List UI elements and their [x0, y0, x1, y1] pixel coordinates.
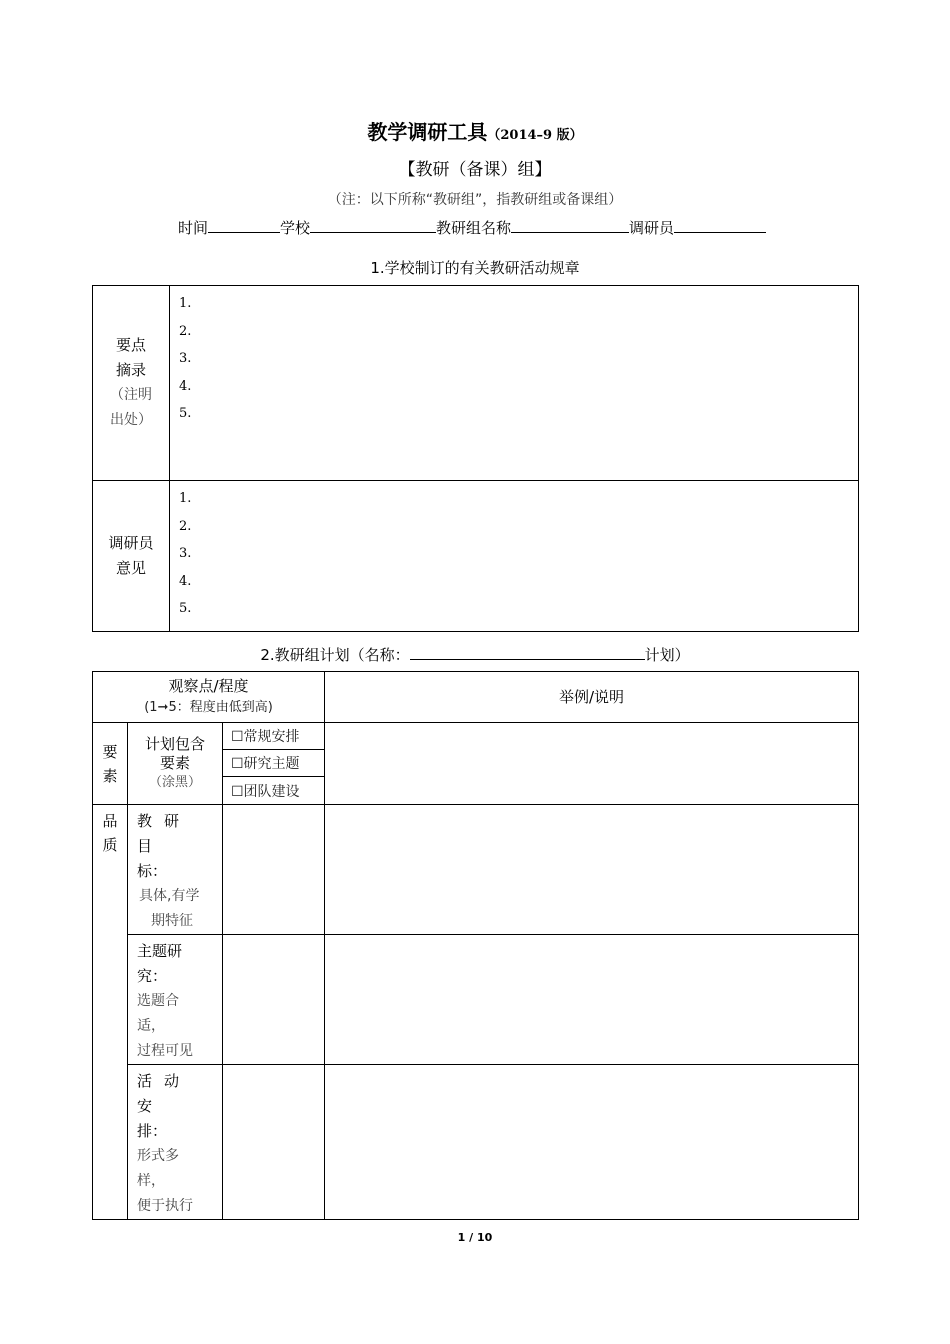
researcher-blank[interactable]	[674, 218, 766, 233]
time-blank[interactable]	[208, 218, 280, 233]
researcher-label: 调研员	[629, 219, 675, 237]
list-item: 5.	[179, 601, 192, 617]
plan-label-1: 计划包含	[144, 735, 205, 753]
list-item: 4.	[179, 378, 192, 394]
summary-sublabel-line2: 出处）	[110, 412, 152, 428]
criterion-desc: 过程可见	[137, 1043, 193, 1059]
criterion-title: 究：	[137, 967, 168, 985]
criterion-title: 主题研	[137, 942, 183, 960]
criterion-title: 活动安	[137, 1072, 192, 1115]
summary-label-line1: 要点	[115, 336, 146, 354]
table-row	[93, 723, 859, 750]
elements-label-2: 素	[102, 766, 118, 785]
school-label: 学校	[280, 219, 311, 237]
summary-content-cell[interactable]	[170, 286, 859, 481]
criterion-topic-example[interactable]	[325, 935, 859, 1065]
document-subtitle: 【教研（备课）组】	[398, 160, 552, 180]
section2-title-prefix: 2.教研组计划（名称：	[260, 646, 410, 664]
criterion-desc: 样，	[137, 1173, 165, 1189]
table-row	[93, 481, 859, 632]
example-header: 举例/说明	[559, 688, 625, 706]
observation-header-cell	[93, 672, 325, 723]
list-item: 2.	[179, 323, 192, 339]
document-version: （2014–9 版）	[487, 128, 583, 143]
criterion-desc: 期特征	[151, 913, 193, 929]
table-row	[93, 672, 859, 723]
checkbox-research-topic[interactable]: ☐研究主题	[223, 750, 325, 777]
section1-title: 1.学校制订的有关教研活动规章	[370, 259, 580, 277]
summary-label-cell	[93, 286, 170, 481]
summary-sublabel-line1: （注明	[110, 387, 152, 403]
group-name-label: 教研组名称	[436, 219, 512, 237]
criterion-desc: 便于执行	[137, 1198, 193, 1214]
checkbox-routine[interactable]: ☐常规安排	[223, 723, 325, 750]
criterion-activity-cell	[128, 1065, 223, 1220]
criterion-desc: 具体,有学	[139, 888, 200, 904]
list-item: 3.	[179, 546, 192, 562]
criterion-desc: 形式多	[137, 1148, 179, 1164]
table-row	[93, 286, 859, 481]
school-blank[interactable]	[310, 218, 436, 233]
list-item: 1.	[179, 296, 192, 311]
criterion-activity-score[interactable]	[223, 1065, 325, 1220]
elements-label-cell	[93, 723, 128, 805]
section2-title-suffix: 计划）	[644, 646, 690, 664]
table-row	[93, 935, 859, 1065]
summary-label-line2: 摘录	[115, 361, 146, 379]
plan-label-2: 要素	[159, 754, 190, 772]
criterion-title: 排：	[137, 1122, 168, 1140]
document-note: （注：以下所称“教研组”，指教研组或备课组）	[327, 192, 623, 208]
list-item: 4.	[179, 573, 192, 589]
list-item: 1.	[179, 491, 192, 506]
quality-label-1: 品	[102, 812, 118, 830]
criterion-desc: 选题合	[137, 993, 179, 1009]
example-header-cell	[325, 672, 859, 723]
criterion-title: 标：	[137, 862, 168, 880]
plan-name-blank[interactable]	[410, 645, 645, 660]
opinion-label-line1: 调研员	[108, 534, 154, 552]
observation-header: 观察点/程度	[168, 677, 249, 695]
time-label: 时间	[178, 219, 209, 237]
section2-title	[0, 644, 950, 665]
plan-elements-label-cell	[128, 723, 223, 805]
page-title	[0, 116, 950, 145]
criterion-goal-example[interactable]	[325, 805, 859, 935]
criterion-topic-cell	[128, 935, 223, 1065]
list-item: 5.	[179, 406, 192, 422]
criterion-goal-score[interactable]	[223, 805, 325, 935]
elements-example-cell[interactable]	[325, 723, 859, 805]
list-item: 2.	[179, 518, 192, 534]
plan-sublabel: （涂黑）	[148, 775, 201, 790]
page-number: 1 / 10	[457, 1231, 493, 1244]
criterion-desc: 适，	[137, 1018, 165, 1034]
criterion-title: 教研目	[137, 812, 192, 855]
table-row	[93, 805, 859, 935]
opinion-label-line2: 意见	[115, 559, 146, 577]
criterion-topic-score[interactable]	[223, 935, 325, 1065]
info-line	[178, 217, 766, 238]
elements-label-1: 要	[102, 742, 118, 761]
quality-label-2: 质	[102, 836, 118, 854]
list-item: 3.	[179, 351, 192, 367]
plan-table	[92, 671, 859, 1220]
criterion-goal-cell	[128, 805, 223, 935]
regulations-table	[92, 285, 859, 632]
criterion-activity-example[interactable]	[325, 1065, 859, 1220]
document-title: 教学调研工具	[367, 120, 488, 144]
opinion-content-cell[interactable]	[170, 481, 859, 632]
opinion-label-cell	[93, 481, 170, 632]
group-name-blank[interactable]	[511, 218, 629, 233]
scale-header: (1➞5：程度由低到高)	[144, 700, 273, 715]
table-row	[93, 1065, 859, 1220]
quality-label-cell	[93, 805, 128, 1220]
checkbox-team-building[interactable]: ☐团队建设	[223, 777, 325, 805]
